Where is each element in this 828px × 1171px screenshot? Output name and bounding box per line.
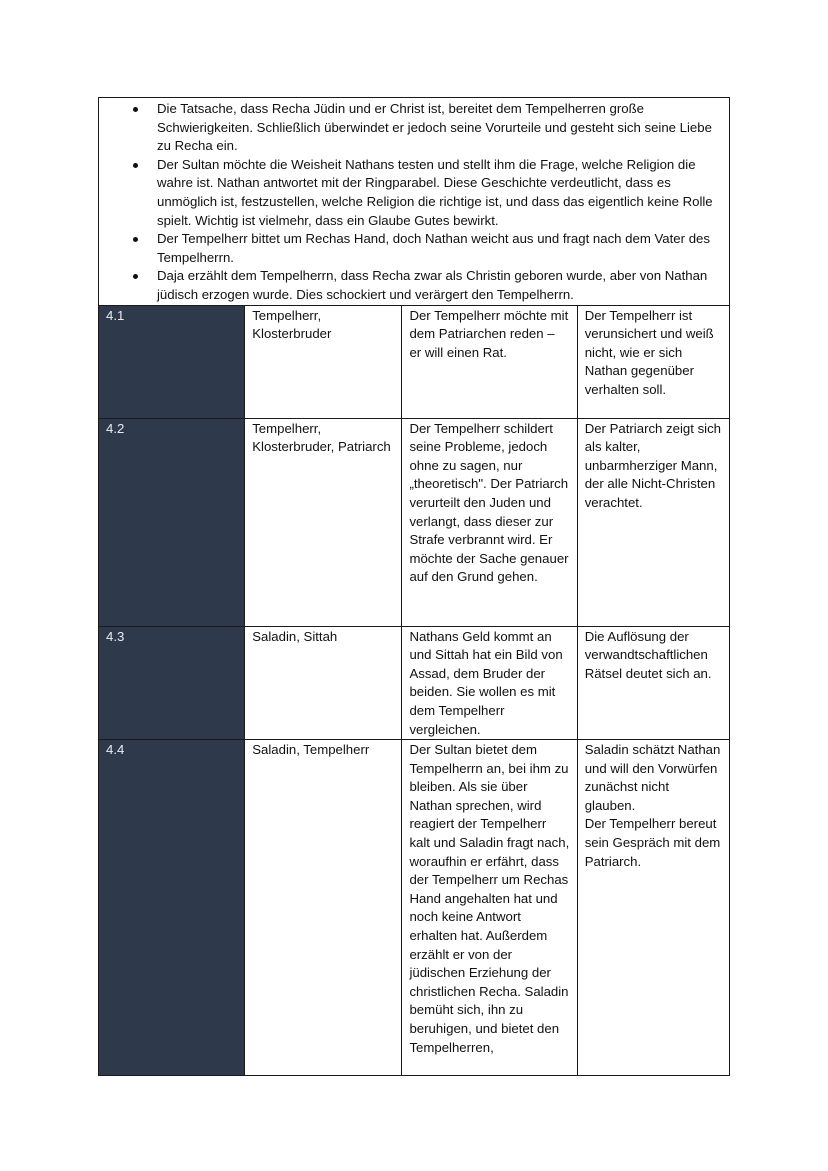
- document-page: [98, 97, 730, 1076]
- content-cell: Der Tempelherr möchte mit dem Patriarchen reden – er will einen Rat.: [402, 305, 577, 418]
- content-cell: Der Sultan bietet dem Tempelherrn an, bei ihm zu bleiben. Als sie über Nathan sprechen, wird reagiert der Tempelherr kalt und Saladin fragt nach, woraufhin er erfährt, dass der Tempelherr um Rechas Hand angehalten hat und noch keine Antwort erhalten hat. Außerdem erzählt er von der jüdischen Erziehung der christlichen Recha. Saladin bemüht sich, ihn zu beruhigen, und bietet den Tempelherren,: [402, 740, 577, 1076]
- list-item: [157, 230, 721, 267]
- characters-cell: Saladin, Tempelherr: [245, 740, 402, 1076]
- list-item: [157, 267, 721, 304]
- interpretation-cell: Der Patriarch zeigt sich als kalter, unbarmherziger Mann, der alle Nicht-Christen verachtet.: [577, 418, 729, 626]
- content-cell: Nathans Geld kommt an und Sittah hat ein Bild von Assad, dem Bruder der beiden. Sie wollen es mit dem Tempelherr vergleichen.: [402, 626, 577, 740]
- characters-cell: Tempelherr, Klosterbruder, Patriarch: [245, 418, 402, 626]
- summary-bullet-list: [107, 100, 721, 305]
- interpretation-cell: Die Auflösung der verwandtschaftlichen Rätsel deutet sich an.: [577, 626, 729, 740]
- content-cell: Der Tempelherr schildert seine Probleme, jedoch ohne zu sagen, nur „theoretisch". Der Patriarch verurteilt den Juden und verlangt, dass dieser zur Strafe verbrannt wird. Er möchte der Sache genauer auf den Grund gehen.: [402, 418, 577, 626]
- summary-bullets-cell: [99, 98, 730, 306]
- scene-number: 4.1: [99, 305, 245, 418]
- characters-cell: Tempelherr, Klosterbruder: [245, 305, 402, 418]
- interpretation-cell: Saladin schätzt Nathan und will den Vorwürfen zunächst nicht glauben. Der Tempelherr bereut sein Gespräch mit dem Patriarch.: [577, 740, 729, 1076]
- table-row: [99, 305, 730, 418]
- list-item: [157, 100, 721, 156]
- bullet-text: Der Tempelherr bittet um Rechas Hand, doch Nathan weicht aus und fragt nach dem Vater des Tempelherrn.: [157, 231, 710, 265]
- bullet-icon: [133, 107, 138, 112]
- scene-number: 4.4: [99, 740, 245, 1076]
- bullet-text: Die Tatsache, dass Recha Jüdin und er Christ ist, bereitet dem Tempelherren große Schwierigkeiten. Schließlich überwindet er jedoch seine Vorurteile und gesteht sich seine Liebe zu Recha ein.: [157, 101, 712, 154]
- bullet-icon: [133, 274, 138, 279]
- table-row: [99, 626, 730, 740]
- characters-cell: Saladin, Sittah: [245, 626, 402, 740]
- bullet-icon: [133, 237, 138, 242]
- interpretation-cell: Der Tempelherr ist verunsichert und weiß nicht, wie er sich Nathan gegenüber verhalten soll.: [577, 305, 729, 418]
- scene-number: 4.2: [99, 418, 245, 626]
- list-item: [157, 156, 721, 230]
- scene-number: 4.3: [99, 626, 245, 740]
- table-row: [99, 418, 730, 626]
- summary-row: [99, 98, 730, 306]
- bullet-icon: [133, 163, 138, 168]
- bullet-text: Daja erzählt dem Tempelherrn, dass Recha zwar als Christin geboren wurde, aber von Nathan jüdisch erzogen wurde. Dies schockiert und verärgert den Tempelherrn.: [157, 268, 708, 302]
- table-row: [99, 740, 730, 1076]
- bullet-text: Der Sultan möchte die Weisheit Nathans testen und stellt ihm die Frage, welche Religion die wahre ist. Nathan antwortet mit der Ringparabel. Diese Geschichte verdeutlicht, dass es unmöglich ist, festzustellen, welche Religion die richtige ist, und dass das eigentlich keine Rolle spielt. Wichtig ist vielmehr, dass ein Glaube Gutes bewirkt.: [157, 156, 713, 228]
- scene-summary-table: [98, 97, 730, 1076]
